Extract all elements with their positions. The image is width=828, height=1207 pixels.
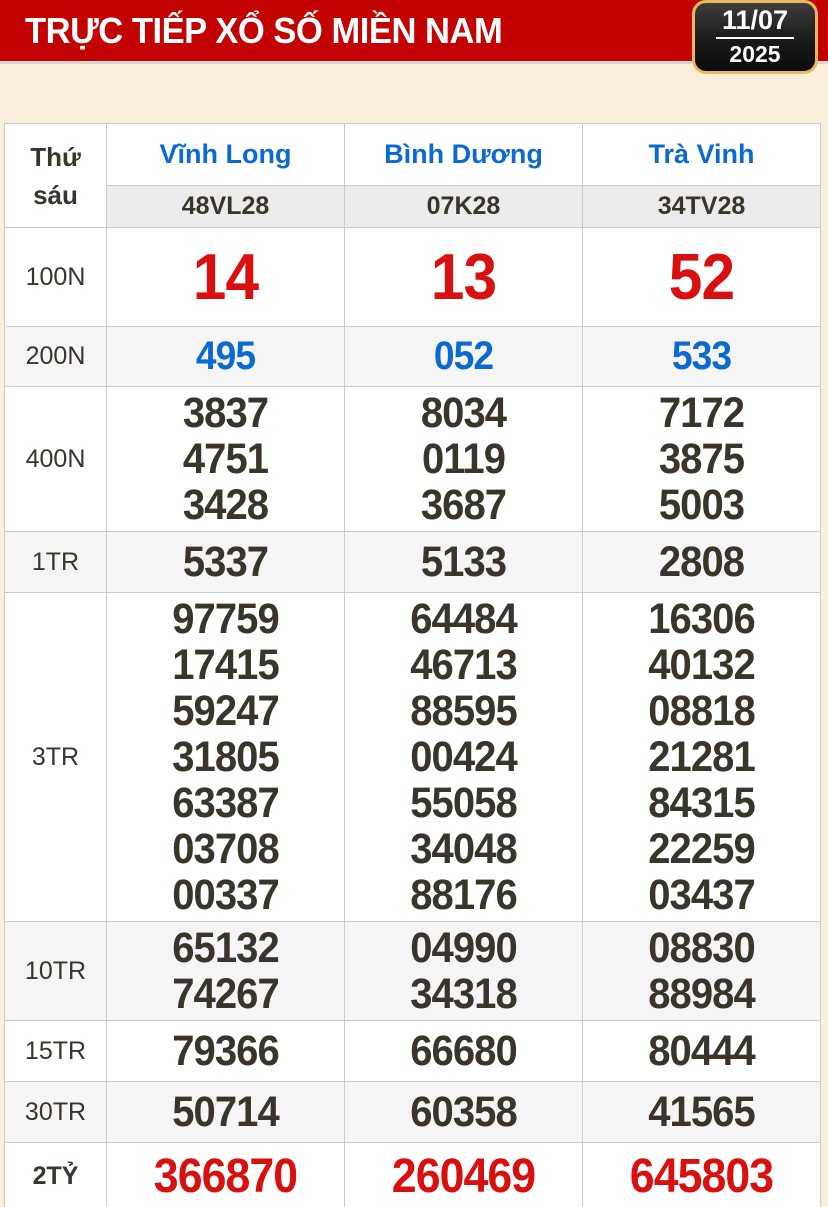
prize-number: 16306	[648, 595, 755, 643]
prize-number: 64484	[410, 595, 517, 643]
province-name-row	[5, 124, 821, 186]
prize-numbers-cell	[345, 228, 583, 327]
prize-number: 46713	[410, 641, 517, 689]
prize-number: 3428	[182, 481, 269, 529]
prize-numbers-cell	[345, 387, 583, 532]
prize-number: 88984	[648, 970, 755, 1018]
weekday-line2: sáu	[33, 179, 78, 210]
prize-tier-label: 15TR	[5, 1021, 107, 1082]
prize-number: 08830	[648, 924, 755, 972]
prize-number: 41565	[648, 1088, 755, 1136]
table-head-rows	[5, 124, 821, 228]
prize-tier-label: 3TR	[5, 593, 107, 922]
prize-number: 34318	[410, 970, 517, 1018]
prize-number: 13	[430, 240, 497, 313]
prize-number: 366870	[153, 1150, 298, 1203]
prize-row-400n	[5, 387, 821, 532]
prize-number: 88176	[410, 871, 517, 919]
prize-rows	[5, 228, 821, 1207]
draw-code-row	[5, 186, 821, 228]
date-divider-line	[716, 37, 794, 39]
prize-row-200n	[5, 327, 821, 387]
prize-number: 8034	[420, 389, 507, 437]
prize-number: 3687	[420, 481, 507, 529]
draw-code-vinh-long: 48VL28	[107, 186, 345, 228]
prize-tier-label: 100N	[5, 228, 107, 327]
prize-numbers-cell	[345, 327, 583, 387]
draw-code-tra-vinh: 34TV28	[583, 186, 821, 228]
prize-numbers-cell	[583, 327, 821, 387]
prize-row-1tr	[5, 532, 821, 593]
prize-number: 21281	[648, 733, 755, 781]
prize-row-3tr	[5, 593, 821, 922]
prize-number: 34048	[410, 825, 517, 873]
page-title: TRỰC TIẾP XỔ SỐ MIỀN NAM	[24, 9, 503, 51]
prize-number: 14	[192, 240, 259, 313]
prize-numbers-cell	[107, 1082, 345, 1143]
prize-numbers-cell	[107, 327, 345, 387]
prize-numbers-cell	[345, 593, 583, 922]
date-year: 2025	[729, 41, 781, 67]
prize-number: 495	[195, 334, 256, 378]
prize-tier-label: 30TR	[5, 1082, 107, 1143]
prize-number: 17415	[172, 641, 279, 689]
prize-number: 65132	[172, 924, 279, 972]
prize-row-100n	[5, 228, 821, 327]
prize-numbers-cell	[107, 1143, 345, 1207]
prize-number: 59247	[172, 687, 279, 735]
prize-number: 260469	[391, 1150, 536, 1203]
date-day-month: 11/07	[721, 5, 789, 35]
prize-number: 97759	[172, 595, 279, 643]
prize-numbers-cell	[107, 1021, 345, 1082]
prize-number: 40132	[648, 641, 755, 689]
date-badge	[692, 0, 818, 74]
province-link-binh-duong[interactable]: Bình Dương	[345, 124, 583, 186]
prize-tier-label: 400N	[5, 387, 107, 532]
prize-numbers-cell	[583, 922, 821, 1021]
prize-row-30tr	[5, 1082, 821, 1143]
prize-row-15tr	[5, 1021, 821, 1082]
prize-number: 5003	[658, 481, 745, 529]
prize-number: 2808	[658, 538, 745, 586]
prize-numbers-cell	[345, 1021, 583, 1082]
prize-tier-label: 10TR	[5, 922, 107, 1021]
prize-numbers-cell	[583, 1021, 821, 1082]
prize-tier-label: 2TỶ	[5, 1143, 107, 1207]
prize-numbers-cell	[583, 1082, 821, 1143]
prize-numbers-cell	[583, 593, 821, 922]
prize-number: 50714	[172, 1088, 279, 1136]
prize-number: 3875	[658, 435, 745, 483]
prize-number: 55058	[410, 779, 517, 827]
prize-number: 5133	[420, 538, 507, 586]
prize-number: 3837	[182, 389, 269, 437]
prize-number: 79366	[172, 1027, 279, 1075]
prize-number: 5337	[182, 538, 269, 586]
prize-number: 60358	[410, 1088, 517, 1136]
prize-number: 00337	[172, 871, 279, 919]
prize-numbers-cell	[107, 387, 345, 532]
prize-numbers-cell	[345, 1143, 583, 1207]
prize-tier-label: 1TR	[5, 532, 107, 593]
prize-numbers-cell	[583, 1143, 821, 1207]
prize-tier-label: 200N	[5, 327, 107, 387]
prize-number: 66680	[410, 1027, 517, 1075]
prize-numbers-cell	[107, 593, 345, 922]
prize-number: 08818	[648, 687, 755, 735]
prize-number: 00424	[410, 733, 517, 781]
prize-number: 4751	[182, 435, 269, 483]
prize-number: 0119	[421, 435, 506, 483]
prize-numbers-cell	[583, 228, 821, 327]
prize-number: 52	[668, 240, 735, 313]
prize-number: 533	[671, 334, 732, 378]
prize-number: 88595	[410, 687, 517, 735]
results-table	[4, 123, 821, 1207]
prize-number: 052	[433, 334, 494, 378]
prize-numbers-cell	[583, 387, 821, 532]
prize-numbers-cell	[345, 1082, 583, 1143]
province-link-vinh-long[interactable]: Vĩnh Long	[107, 124, 345, 186]
prize-numbers-cell	[107, 228, 345, 327]
prize-numbers-cell	[583, 532, 821, 593]
prize-numbers-cell	[345, 532, 583, 593]
prize-number: 84315	[648, 779, 755, 827]
prize-number: 74267	[172, 970, 279, 1018]
weekday-cell	[5, 124, 107, 228]
prize-number: 22259	[648, 825, 755, 873]
prize-number: 80444	[648, 1027, 755, 1075]
prize-row-2tỷ	[5, 1143, 821, 1207]
prize-number: 03437	[648, 871, 755, 919]
province-link-tra-vinh[interactable]: Trà Vinh	[583, 124, 821, 186]
prize-number: 645803	[629, 1150, 774, 1203]
weekday-line1: Thứ	[30, 141, 81, 172]
prize-row-10tr	[5, 922, 821, 1021]
prize-number: 03708	[172, 825, 279, 873]
prize-number: 04990	[410, 924, 517, 972]
prize-numbers-cell	[345, 922, 583, 1021]
draw-code-binh-duong: 07K28	[345, 186, 583, 228]
prize-numbers-cell	[107, 532, 345, 593]
prize-number: 7172	[658, 389, 745, 437]
prize-number: 31805	[172, 733, 279, 781]
prize-number: 63387	[172, 779, 279, 827]
prize-numbers-cell	[107, 922, 345, 1021]
